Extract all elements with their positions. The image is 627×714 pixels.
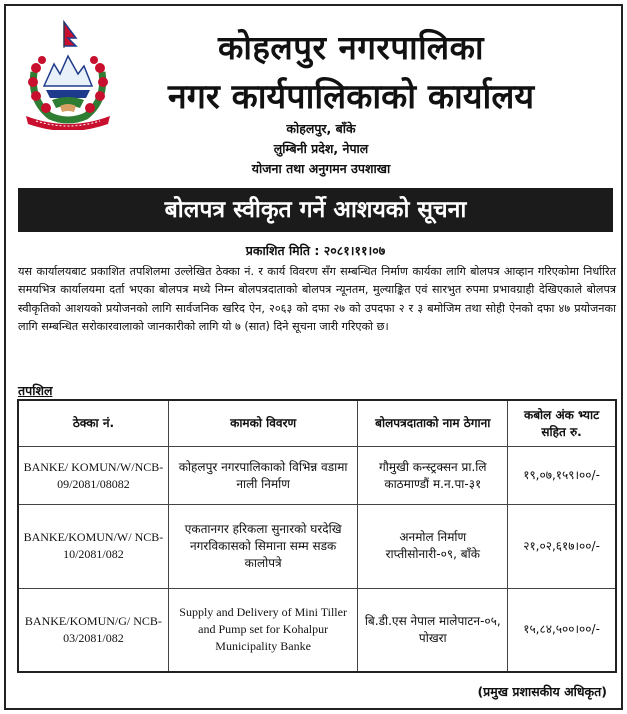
published-date: प्रकाशित मिति : २०८१।११।०७: [245, 243, 386, 258]
table-header-row: [19, 401, 616, 447]
header-bidder: बोलपत्रदाताको नाम ठेगाना: [358, 401, 508, 447]
notice-body: यस कार्यालयबाट प्रकाशित तपशिलमा उल्लेखित ठेक्का नं. र कार्य विवरण सँग सम्बन्धित निर्माण कार्यका लागि बोलपत्र आव्हान गरिएकोमा निर्धारित समयभित्र कार्यालयमा दर्ता भएका बोलपत्र मध्ये निम्न बोलपत्रदाताको बोलपत्र न्यूनतम, मुल्याङ्कित एवं सारभुत रुपमा प्रभावग्राही देखिएकाले बोलपत्र स्वीकृतिको आशयको प्रयोजनको लागि सार्वजनिक खरिद ऐन, २०६३ को दफा २७ को उपदफा २ र ३ बमोजिम तथा सोही ऐनको दफा ४७ प्रयोजनका लागि सम्बन्धित सरोकारवालाको जानकारीको लागि यो ७ (सात) दिने सूचना जारी गरिएको छ।: [18, 265, 616, 333]
address-line-1: कोहलपुर, बाँके: [286, 121, 356, 136]
notice-title: बोलपत्र स्वीकृत गर्ने आशयको सूचना: [164, 197, 467, 223]
header-contract-no: ठेक्का नं.: [19, 401, 169, 447]
bidder-name-address: बि.डी.एस नेपाल मालेपाटन-०५, पोखरा: [358, 588, 508, 671]
bidder-name-address: गौमुखी कन्स्ट्रक्सन प्रा.लि काठमाण्डौं म.न.पा-३१: [358, 447, 508, 505]
table-row: [19, 447, 616, 505]
contract-no: BANKE/KOMUN/W/ NCB-10/2081/082: [19, 505, 169, 588]
schedule-label: तपशिल: [18, 383, 53, 398]
work-description: एकतानगर हरिकला सुनारको घरदेखि नगरविकासको सिमाना सम्म सडक कालोपत्रे: [168, 505, 358, 588]
section-name: योजना तथा अनुगमन उपशाखा: [251, 161, 391, 176]
header-description: कामको विवरण: [168, 401, 358, 447]
work-description: Supply and Delivery of Mini Tiller and Pump set for Kohalpur Municipality Banke: [168, 588, 358, 671]
office-name: कोहलपुर नगरपालिका: [217, 28, 484, 67]
notice-page: [4, 4, 623, 710]
notice-title-banner: [18, 188, 613, 232]
work-description: कोहलपुर नगरपालिकाको विभिन्न वडामा नाली निर्माण: [168, 447, 358, 505]
tender-table: [18, 400, 616, 672]
office-subtitle: नगर कार्यपालिकाको कार्यालय: [167, 77, 535, 117]
bidder-name-address: अनमोल निर्माण राप्तीसोनारी-०९, बाँके: [358, 505, 508, 588]
bid-amount: १९,०७,१५९।००/-: [508, 447, 616, 505]
table-row: [19, 588, 616, 671]
nepal-government-emblem-icon: [20, 20, 116, 130]
contract-no: BANKE/KOMUN/G/ NCB-03/2081/082: [19, 588, 169, 671]
header-amount: कबोल अंक भ्याट सहित रु.: [508, 401, 616, 447]
bid-amount: १५,८४,५००।००/-: [508, 588, 616, 671]
signatory: (प्रमुख प्रशासकीय अधिकृत): [477, 684, 607, 699]
table-row: [19, 505, 616, 588]
address-line-2: लुम्बिनी प्रदेश, नेपाल: [273, 141, 369, 156]
contract-no: BANKE/ KOMUN/W/NCB- 09/2081/08082: [19, 447, 169, 505]
bid-amount: २१,०२,६१७।००/-: [508, 505, 616, 588]
